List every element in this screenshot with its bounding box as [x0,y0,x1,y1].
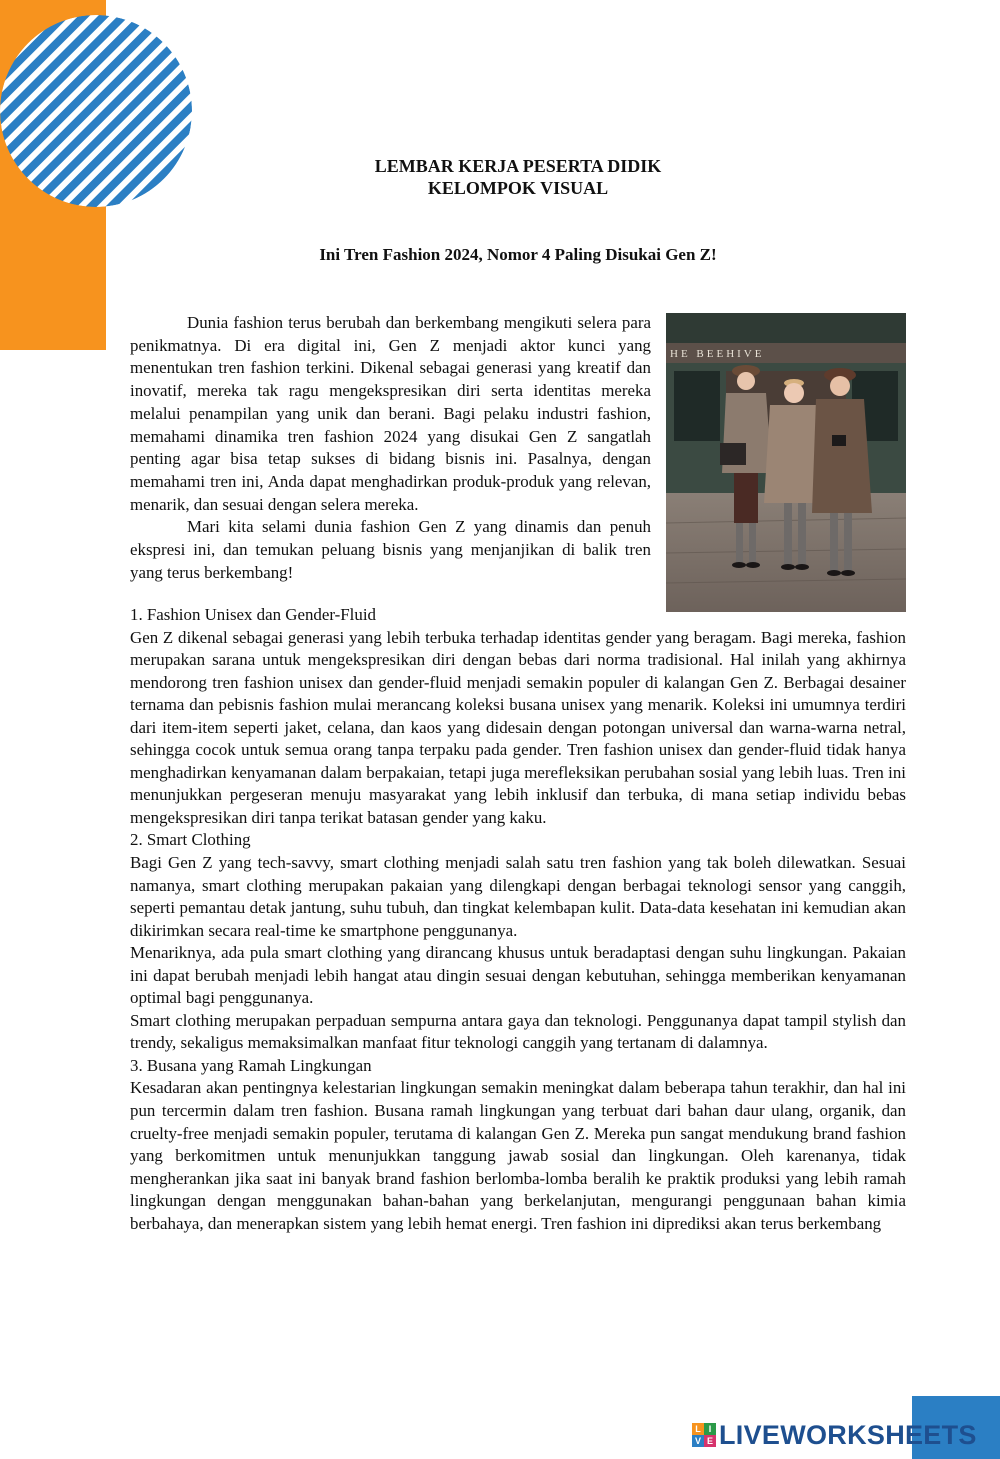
group-title: KELOMPOK VISUAL [427,178,609,198]
fashion-photo [666,313,906,612]
section-2-heading: 2. Smart Clothing [130,830,251,850]
section-3-text: Kesadaran akan pentingnya kelestarian lingkungan semakin meningkat dalam beberapa tahun terakhir, dan hal ini pun tercermin dalam tren fashion. Busana ramah lingkungan yang terbuat dari bahan daur ulang, organik, dan cruelty-free menjadi semakin populer, terutama di kalangan Gen Z. Mereka pun sangat mendukung brand fashion yang berkomitmen untuk menunjukkan tanggung jawab sosial dan lingkungan. Oleh karenanya, tidak mengherankan jika saat ini banyak brand fashion berlomba-lomba beralih ke praktik produksi yang lebih ramah lingkungan dengan menggunakan bahan-bahan yang berkelanjutan, mengurangi penggunaan bahan kimia berbahaya, dan menerapkan sistem yang lebih hemat energi. Tren fashion ini diprediksi akan terus berkembang [130,1078,906,1233]
liveworksheets-logo[interactable] [692,1418,977,1452]
section-2-text-3: Smart clothing merupakan perpaduan sempurna antara gaya dan teknologi. Penggunanya dapat tampil stylish dan trendy, sekaligus memaksimalkan manfaat fitur teknologi canggih yang tertanam di dalamnya. [130,1010,906,1053]
mark-letter-v: V [692,1435,704,1447]
mark-letter-l: L [692,1423,704,1435]
intro-paragraph-1: Dunia fashion terus berubah dan berkembang mengikuti selera para penikmatnya. Di era digital ini, Gen Z menjadi aktor kunci yang menentukan tren fashion terkini. Dikenal sebagai generasi yang kreatif dan inovatif, mereka tak ragu mengekspresikan diri serta identitas mereka melalui penampilan yang unik dan berani. Bagi pelaku industri fashion, memahami dinamika tren fashion 2024 yang disukai Gen Z sangatlah penting agar bisa tetap sukses di bidang bisnis ini. Pasalnya, dengan memahami tren ini, Anda dapat menghadirkan produk-produk yang relevan, menarik, dan sesuai dengan selera mereka. [130,313,651,514]
section-3-heading: 3. Busana yang Ramah Lingkungan [130,1055,372,1075]
mark-letter-i: I [704,1423,716,1435]
section-2-text-2: Menariknya, ada pula smart clothing yang dirancang khusus untuk beradaptasi dengan suhu lingkungan. Pakaian ini dapat berubah menjadi lebih hangat atau dingin sesuai dengan kebutuhan, sehingga memberikan kenyamanan optimal bagi penggunanya. [130,943,906,1008]
mark-letter-e: E [704,1435,716,1447]
article-body [130,604,906,1235]
intro-text [130,312,651,584]
worksheet-title: LEMBAR KERJA PESERTA DIDIK [374,156,662,176]
section-1-text: Gen Z dikenal sebagai generasi yang lebih terbuka terhadap identitas gender yang beragam. Bagi mereka, fashion merupakan sarana untuk mengekspresikan diri dengan bebas dari norma tradisional. Hal inilah yang akhirnya mendorong tren fashion unisex dan gender-fluid menjadi semakin populer di kalangan Gen Z. Berbagai desainer ternama dan pebisnis fashion mulai merancang koleksi busana unisex yang menarik. Koleksi ini umumnya terdiri dari item-item seperti jaket, celana, dan kaos yang didesain dengan potongan universal dan warna-warna netral, sehingga cocok untuk semua orang tanpa terpaku pada gender. Tren fashion unisex dan gender-fluid tidak hanya menghadirkan kenyamanan dalam berpakaian, tetapi juga merefleksikan perubahan sosial yang lebih luas. Tren ini menunjukkan pergeseran menuju masyarakat yang lebih inklusif dan terbuka, di mana setiap individu bebas mengekspresikan diri tanpa terikat batasan gender yang kaku. [130,627,906,827]
liveworksheets-mark-icon [692,1423,716,1447]
intro-paragraph-2: Mari kita selami dunia fashion Gen Z yang dinamis dan penuh ekspresi ini, dan temukan peluang bisnis yang menjanjikan di balik tren yang terus berkembang! [130,517,651,582]
liveworksheets-wordmark: LIVEWORKSHEETS [719,1419,977,1450]
shop-sign-text: HE BEEHIVE [670,348,765,360]
article-title: Ini Tren Fashion 2024, Nomor 4 Paling Disukai Gen Z! [319,245,717,264]
section-2-text-1: Bagi Gen Z yang tech-savvy, smart clothing menjadi salah satu tren fashion yang tak boleh dilewatkan. Sesuai namanya, smart clothing merupakan pakaian yang dilengkapi dengan berbagai teknologi sensor yang canggih, seperti pemantau detak jantung, suhu tubuh, dan tingkat kelembapan kulit. Data-data kesehatan ini kemudian akan dikirimkan secara real-time ke smartphone penggunanya. [130,853,906,940]
section-1-heading: 1. Fashion Unisex dan Gender-Fluid [130,605,376,624]
